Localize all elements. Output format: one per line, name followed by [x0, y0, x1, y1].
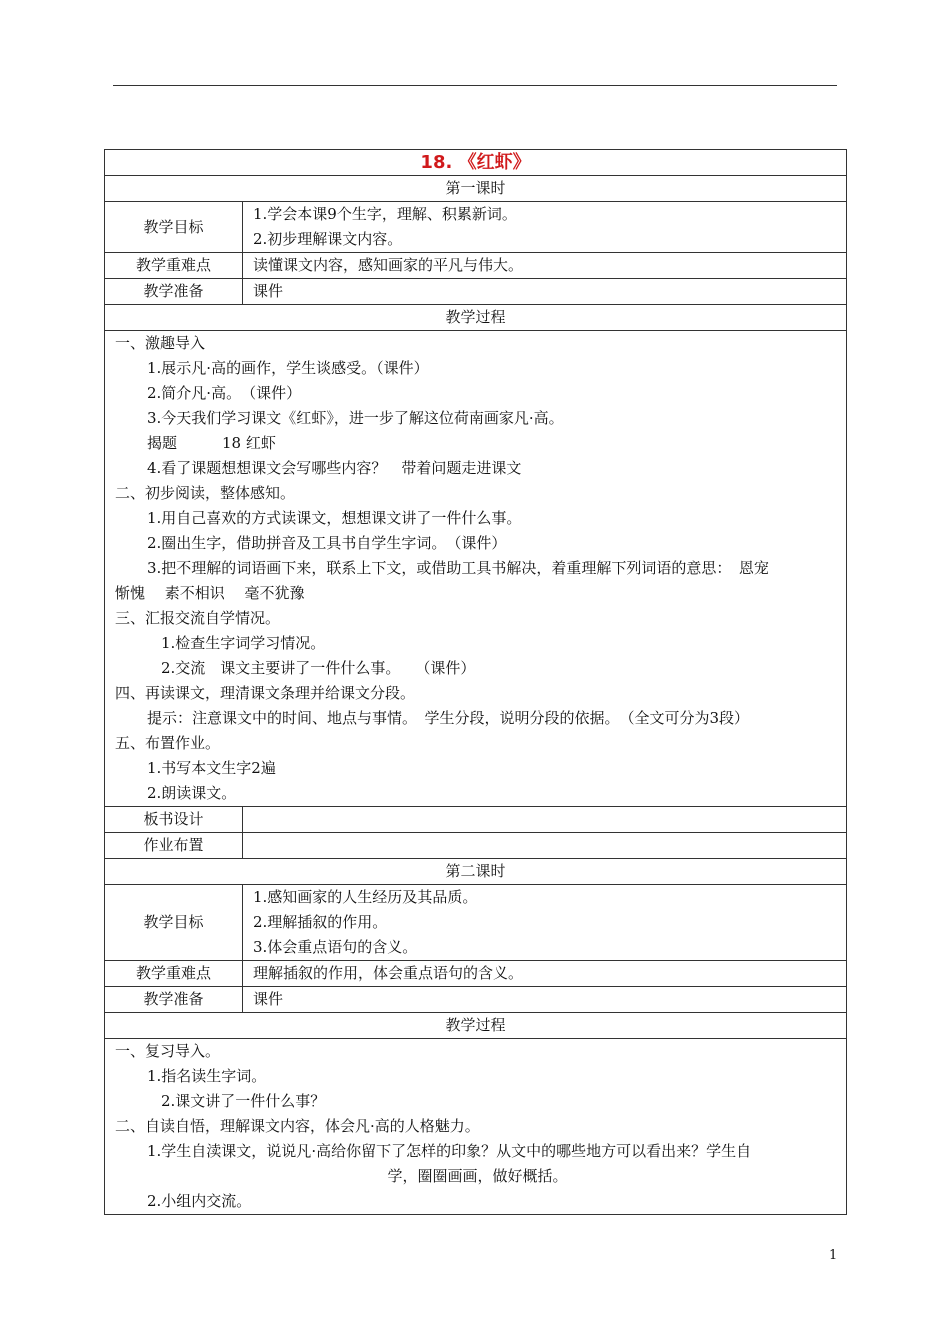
lesson2-prep: 课件 [243, 987, 847, 1013]
lesson2-difficulty-label: 教学重难点 [105, 961, 243, 987]
lesson2-header: 第二课时 [105, 859, 847, 885]
lesson1-difficulty: 读懂课文内容，感知画家的平凡与伟大。 [243, 253, 847, 279]
process-step: 四、再读课文，理清课文条理并给课文分段。 [115, 684, 416, 702]
lesson1-goal-2: 2.初步理解课文内容。 [253, 230, 403, 248]
lesson-plan-table [104, 149, 847, 1215]
process-step: 揭题 18 红虾 [147, 434, 276, 452]
page-number: 1 [829, 1248, 838, 1263]
process-step: 1.展示凡·高的画作，学生谈感受。（课件） [147, 359, 429, 377]
lesson1-goals [243, 202, 847, 253]
process-step: 1.用自己喜欢的方式读课文，想想课文讲了一件什么事。 [147, 509, 522, 527]
lesson2-goal-3: 3.体会重点语句的含义。 [253, 938, 418, 956]
process-step: 学，圈圈画画，做好概括。 [387, 1167, 568, 1185]
lesson1-goal-1: 1.学会本课9个生字，理解、积累新词。 [253, 205, 517, 223]
process-step: 2.简介凡·高。 （课件） [147, 384, 302, 402]
lesson2-process-body [105, 1039, 847, 1215]
process-step: 1.书写本文生字2遍 [147, 759, 276, 777]
document-title: 18. 《红虾》 [105, 150, 847, 176]
lesson1-goal-label: 教学目标 [105, 202, 243, 253]
process-step: 一、复习导入。 [115, 1042, 221, 1060]
lesson2-difficulty: 理解插叙的作用，体会重点语句的含义。 [243, 961, 847, 987]
process-step: 一、激趣导入 [115, 334, 206, 352]
process-step: 五、布置作业。 [115, 734, 221, 752]
process-step: 1.检查生字词学习情况。 [161, 634, 326, 652]
header-rule [113, 85, 837, 86]
process-step: 三、汇报交流自学情况。 [115, 609, 281, 627]
board-design-label: 板书设计 [105, 807, 243, 833]
homework-label: 作业布置 [105, 833, 243, 859]
lesson2-prep-label: 教学准备 [105, 987, 243, 1013]
process-step: 4.看了课题想想课文会写哪些内容？ 带着问题走进课文 [147, 459, 522, 477]
lesson2-process-header: 教学过程 [105, 1013, 847, 1039]
process-step: 1.学生自渎课文，说说凡·高给你留下了怎样的印象？从文中的哪些地方可以看出来？学生自 [147, 1142, 752, 1160]
process-step: 2.课文讲了一件什么事？ [161, 1092, 326, 1110]
process-step: 惭愧 素不相识 毫不犹豫 [115, 584, 305, 602]
process-step: 1.指名读生字词。 [147, 1067, 267, 1085]
lesson1-header: 第一课时 [105, 176, 847, 202]
lesson2-goals [243, 885, 847, 961]
lesson1-process-header: 教学过程 [105, 305, 847, 331]
process-step: 3.今天我们学习课文《红虾》，进一步了解这位荷南画家凡·高。 [147, 409, 564, 427]
process-step: 提示：注意课文中的时间、地点与事情。 学生分段，说明分段的依据。 （全文可分为3段） [147, 709, 750, 727]
process-step: 二、自读自悟，理解课文内容，体会凡·高的人格魅力。 [115, 1117, 480, 1135]
homework-value [243, 833, 847, 859]
process-step: 2.小组内交流。 [147, 1192, 252, 1210]
process-step: 二、初步阅读，整体感知。 [115, 484, 296, 502]
board-design-value [243, 807, 847, 833]
process-step: 2.交流 课文主要讲了一件什么事。 （课件） [161, 659, 476, 677]
lesson2-goal-label: 教学目标 [105, 885, 243, 961]
lesson2-goal-2: 2.理解插叙的作用。 [253, 913, 388, 931]
lesson2-goal-1: 1.感知画家的人生经历及其品质。 [253, 888, 478, 906]
process-step: 2.朗读课文。 [147, 784, 237, 802]
lesson1-difficulty-label: 教学重难点 [105, 253, 243, 279]
lesson1-process-body [105, 331, 847, 807]
process-step: 3.把不理解的词语画下来，联系上下文，或借助工具书解决，着重理解下列词语的意思： 恩宠 [147, 559, 769, 577]
lesson1-prep: 课件 [243, 279, 847, 305]
process-step: 2.圈出生字，借助拼音及工具书自学生字词。 （课件） [147, 534, 507, 552]
lesson1-prep-label: 教学准备 [105, 279, 243, 305]
